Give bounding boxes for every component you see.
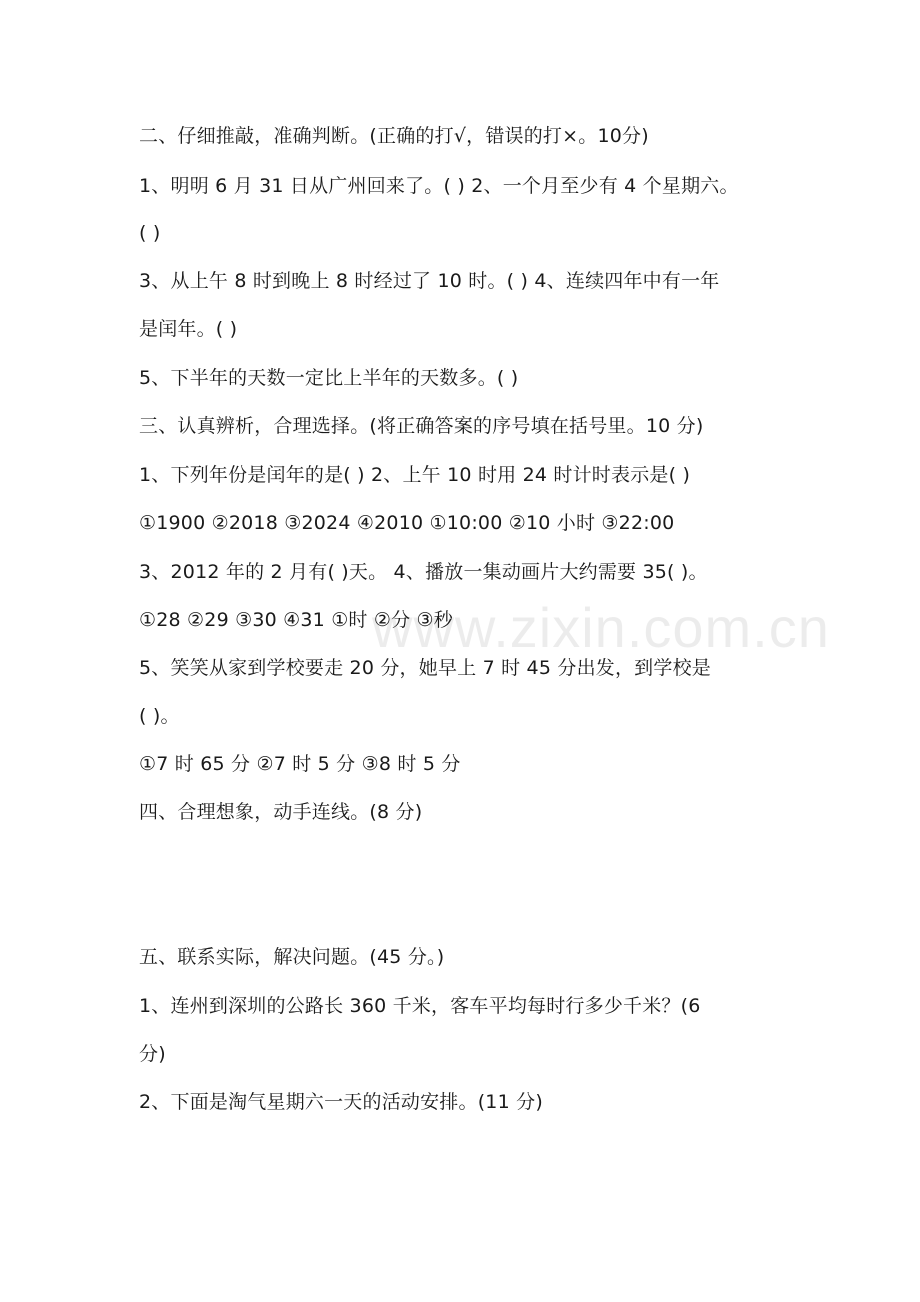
section-two-heading: 二、仔细推敲，准确判断。(正确的打√，错误的打×。10分) — [139, 125, 649, 147]
choice-item-5: 5、笑笑从家到学校要走 20 分，她早上 7 时 45 分出发，到学校是 — [139, 657, 711, 679]
choice-item-5-blank: ( )。 — [139, 705, 180, 727]
choice-options-1-2: ①1900 ②2018 ③2024 ④2010 ①10:00 ②10 小时 ③22:00 — [139, 512, 675, 534]
problem-2: 2、下面是淘气星期六一天的活动安排。(11 分) — [139, 1091, 543, 1113]
section-four-heading: 四、合理想象，动手连线。(8 分) — [139, 801, 423, 823]
section-three-heading: 三、认真辨析，合理选择。(将正确答案的序号填在括号里。10 分) — [139, 415, 704, 437]
choice-options-3-4: ①28 ②29 ③30 ④31 ①时 ②分 ③秒 — [139, 609, 453, 631]
problem-1-continued: 分) — [139, 1043, 166, 1065]
judge-item-2-blank: ( ) — [139, 222, 161, 244]
choice-options-5: ①7 时 65 分 ②7 时 5 分 ③8 时 5 分 — [139, 753, 461, 775]
judge-item-3-4: 3、从上午 8 时到晚上 8 时经过了 10 时。( ) 4、连续四年中有一年 — [139, 270, 720, 292]
judge-item-4-continued: 是闰年。( ) — [139, 318, 238, 340]
judge-item-5: 5、下半年的天数一定比上半年的天数多。( ) — [139, 367, 519, 389]
choice-item-1-2: 1、下列年份是闰年的是( ) 2、上午 10 时用 24 时计时表示是( ) — [139, 464, 691, 486]
watermark: www.zixin.com.cn — [372, 596, 830, 659]
choice-item-3-4: 3、2012 年的 2 月有( )天。 4、播放一集动画片大约需要 35( )。 — [139, 561, 708, 583]
judge-item-1-2: 1、明明 6 月 31 日从广州回来了。( ) 2、一个月至少有 4 个星期六。 — [139, 175, 739, 197]
section-five-heading: 五、联系实际，解决问题。(45 分。) — [139, 946, 445, 968]
problem-1: 1、连州到深圳的公路长 360 千米，客车平均每时行多少千米？(6 — [139, 995, 701, 1017]
